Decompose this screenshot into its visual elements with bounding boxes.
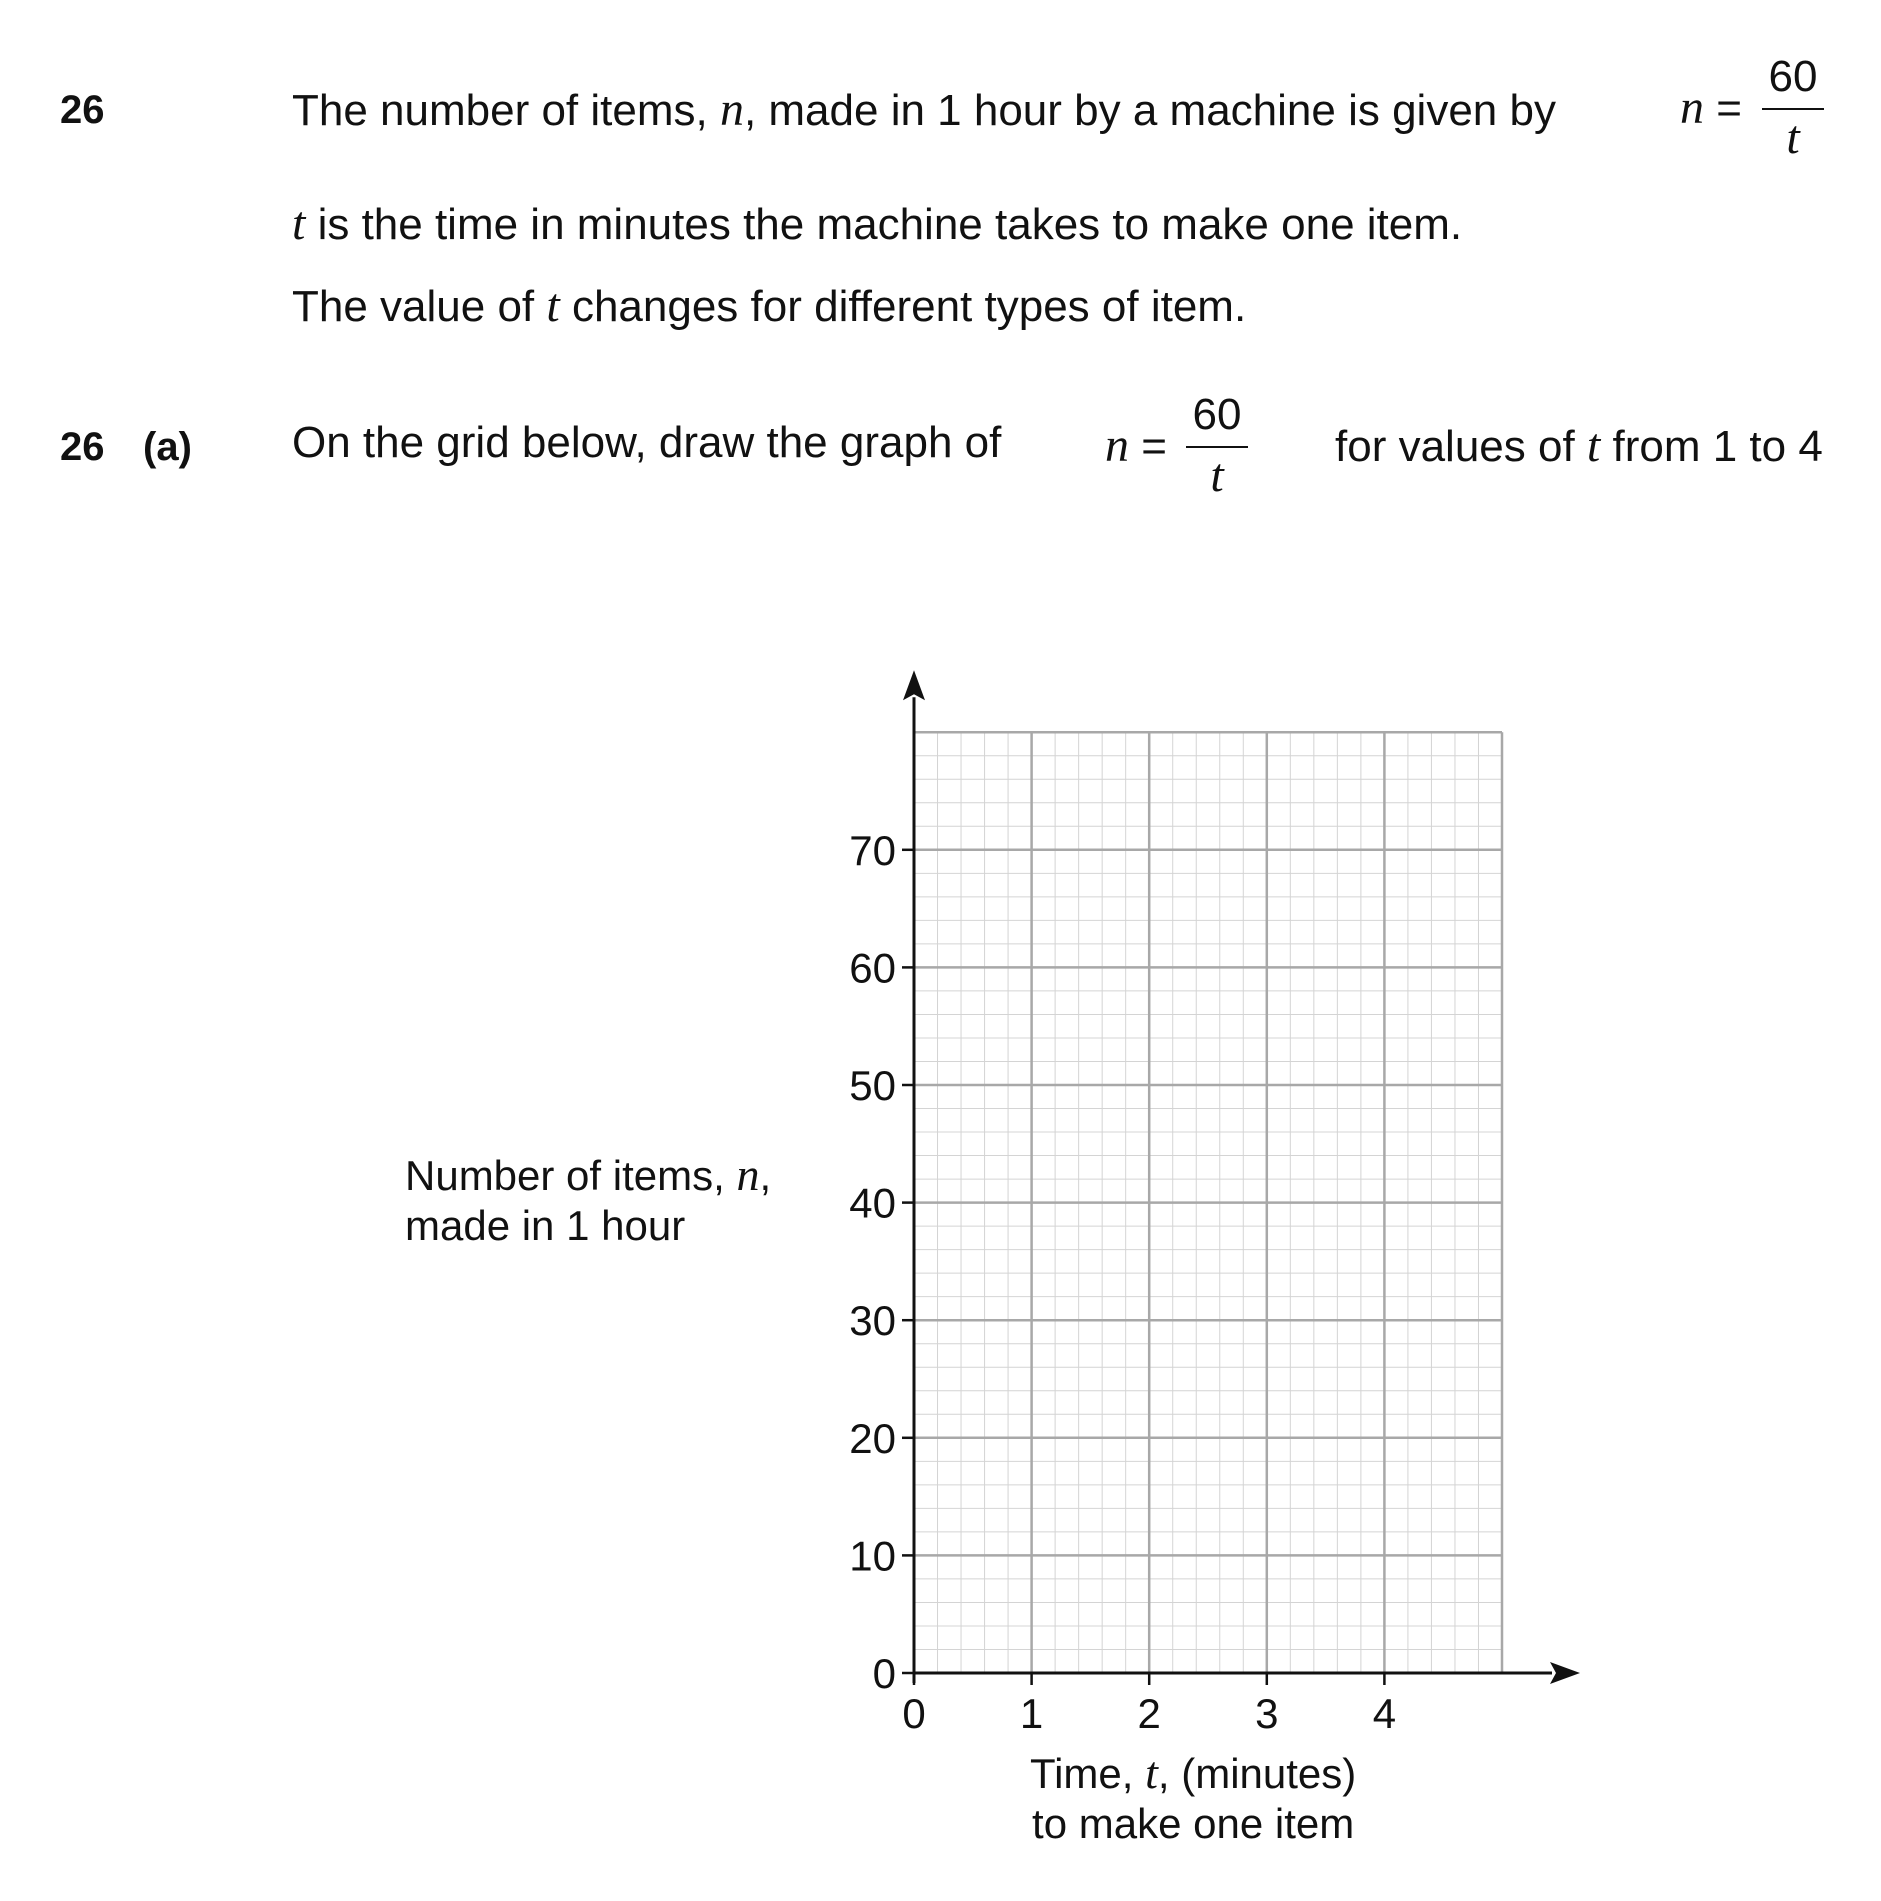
variable-n: n [736, 1149, 760, 1200]
question-line-1-text-before: The number of items, [292, 86, 720, 135]
x-tick-label: 0 [902, 1690, 926, 1737]
y-tick-label: 60 [849, 944, 896, 992]
part-a-label: (a) [143, 425, 192, 469]
question-line-3-text-after: changes for different types of item. [559, 282, 1247, 331]
y-tick-label: 30 [849, 1297, 896, 1345]
y-tick-label: 0 [872, 1650, 896, 1697]
x-axis-label-text-before: Time, [1030, 1750, 1146, 1797]
formula-top-equals: = [1704, 84, 1742, 133]
variable-t: t [546, 279, 560, 332]
question-line-1-text-after: , made in 1 hour by a machine is given by [743, 86, 1556, 135]
x-axis-label-text-after: , (minutes) [1157, 1750, 1357, 1797]
formula-top-denominator: t [1786, 111, 1800, 164]
x-tick-label: 3 [1255, 1690, 1279, 1737]
x-axis-label-line-2: to make one item [1032, 1800, 1355, 1847]
formula-part-a-numerator: 60 [1192, 390, 1242, 439]
variable-n: n [719, 83, 744, 136]
formula-part-a-denominator: t [1210, 449, 1224, 502]
x-tick-label: 2 [1137, 1690, 1161, 1737]
y-axis-arrow-icon [903, 670, 925, 700]
variable-t: t [292, 197, 306, 250]
formula-top-numerator: 60 [1768, 52, 1818, 101]
y-axis-label-text-after: , [759, 1152, 772, 1199]
y-axis-label-text-before: Number of items, [405, 1152, 737, 1199]
formula-part-a-equals: = [1129, 422, 1167, 471]
y-tick-label: 50 [849, 1062, 896, 1109]
part-a-instruction: On the grid below, draw the graph of [292, 418, 1002, 467]
x-tick-label: 1 [1019, 1690, 1044, 1737]
question-line-2-text: is the time in minutes the machine takes to make one item. [305, 200, 1463, 249]
y-tick-label: 70 [849, 826, 896, 874]
y-axis-label-line-2: made in 1 hour [405, 1202, 686, 1249]
variable-t: t [1145, 1747, 1158, 1798]
question-number: 26 [60, 88, 105, 132]
formula-top-lhs: n [1680, 81, 1704, 134]
y-tick-label: 20 [849, 1414, 896, 1462]
y-tick-label: 40 [849, 1179, 896, 1227]
x-axis-arrow-icon [1550, 1662, 1580, 1684]
question-line-3-text-before: The value of [292, 282, 547, 331]
part-a-question-number: 26 [60, 425, 105, 469]
ticks [902, 850, 1384, 1685]
part-a-range-text-before: for values of [1335, 422, 1587, 471]
formula-part-a-lhs: n [1105, 419, 1129, 472]
x-tick-label: 4 [1372, 1690, 1397, 1737]
variable-t: t [1586, 419, 1601, 472]
y-tick-label: 10 [849, 1532, 896, 1580]
part-a-range-text-after: from 1 to 4 [1600, 422, 1823, 471]
